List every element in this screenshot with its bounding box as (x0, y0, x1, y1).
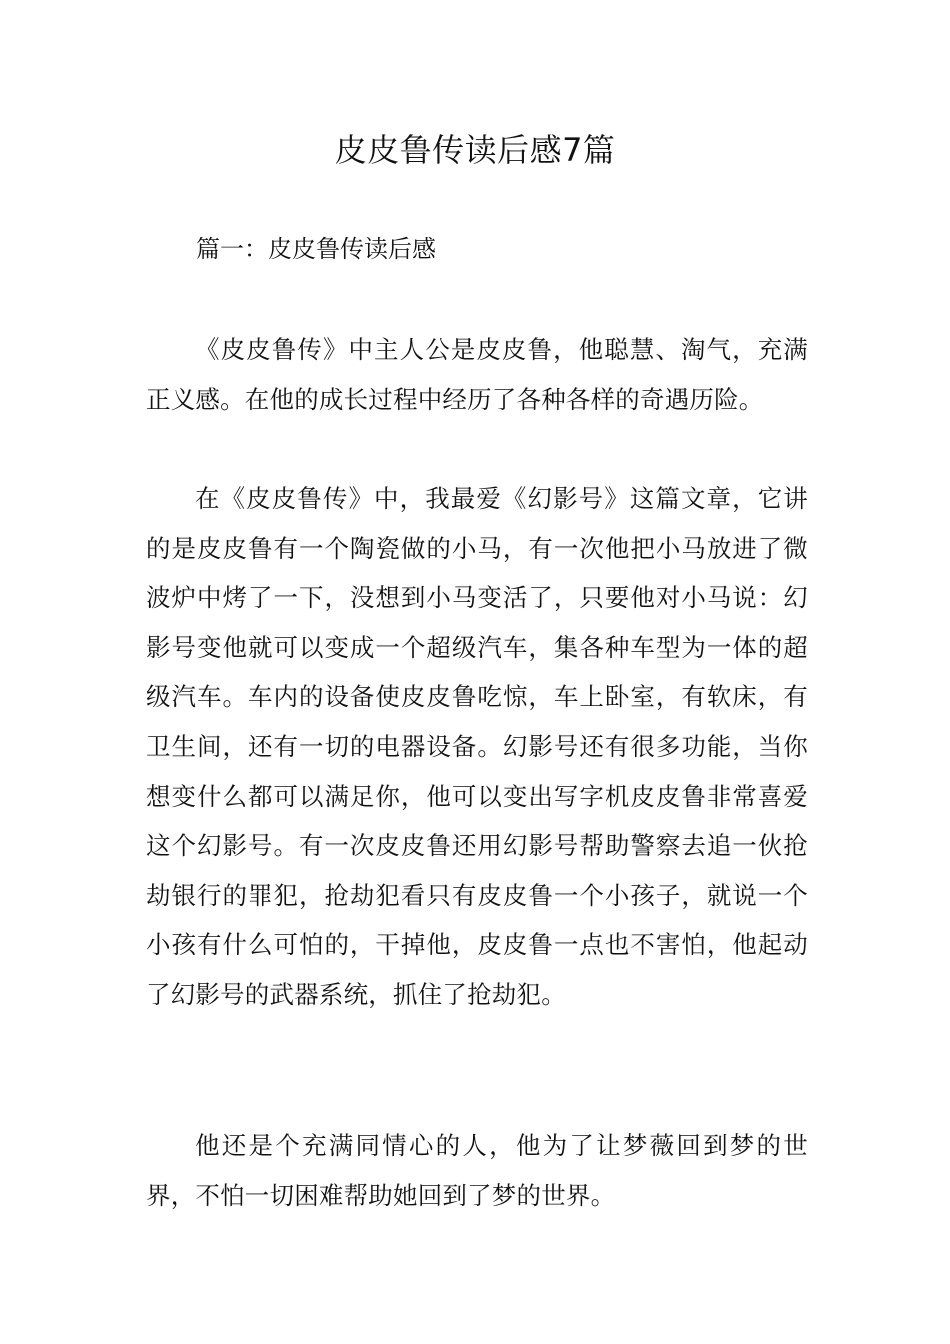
section-heading: 篇一：皮皮鲁传读后感 (196, 235, 436, 263)
paragraph-2: 在《皮皮鲁传》中，我最爱《幻影号》这篇文章，它讲的是皮皮鲁有一个陶瓷做的小马，有一次他把小马放进了微波炉中烤了一下，没想到小马变活了，只要他对小马说：幻影号变他就可以变成一个超级汽车，集各种车型为一体的超级汽车。车内的设备使皮皮鲁吃惊，车上卧室，有软床，有卫生间，还有一切的电器设备。幻影号还有很多功能，当你想变什么都可以满足你，他可以变出写字机皮皮鲁非常喜爱这个幻影号。有一次皮皮鲁还用幻影号帮助警察去追一伙抢劫银行的罪犯，抢劫犯看只有皮皮鲁一个小孩子，就说一个小孩有什么可怕的，干掉他，皮皮鲁一点也不害怕，他起动了幻影号的武器系统，抓住了抢劫犯。 (146, 484, 808, 1009)
paragraph-3: 他还是个充满同情心的人，他为了让梦薇回到梦的世界，不怕一切困难帮助她回到了梦的世界。 (146, 1131, 808, 1210)
document-title: 皮皮鲁传读后感7篇 (334, 131, 616, 169)
paragraph-1: 《皮皮鲁传》中主人公是皮皮鲁，他聪慧、淘气，充满正义感。在他的成长过程中经历了各种各样的奇遇历险。 (146, 335, 808, 414)
